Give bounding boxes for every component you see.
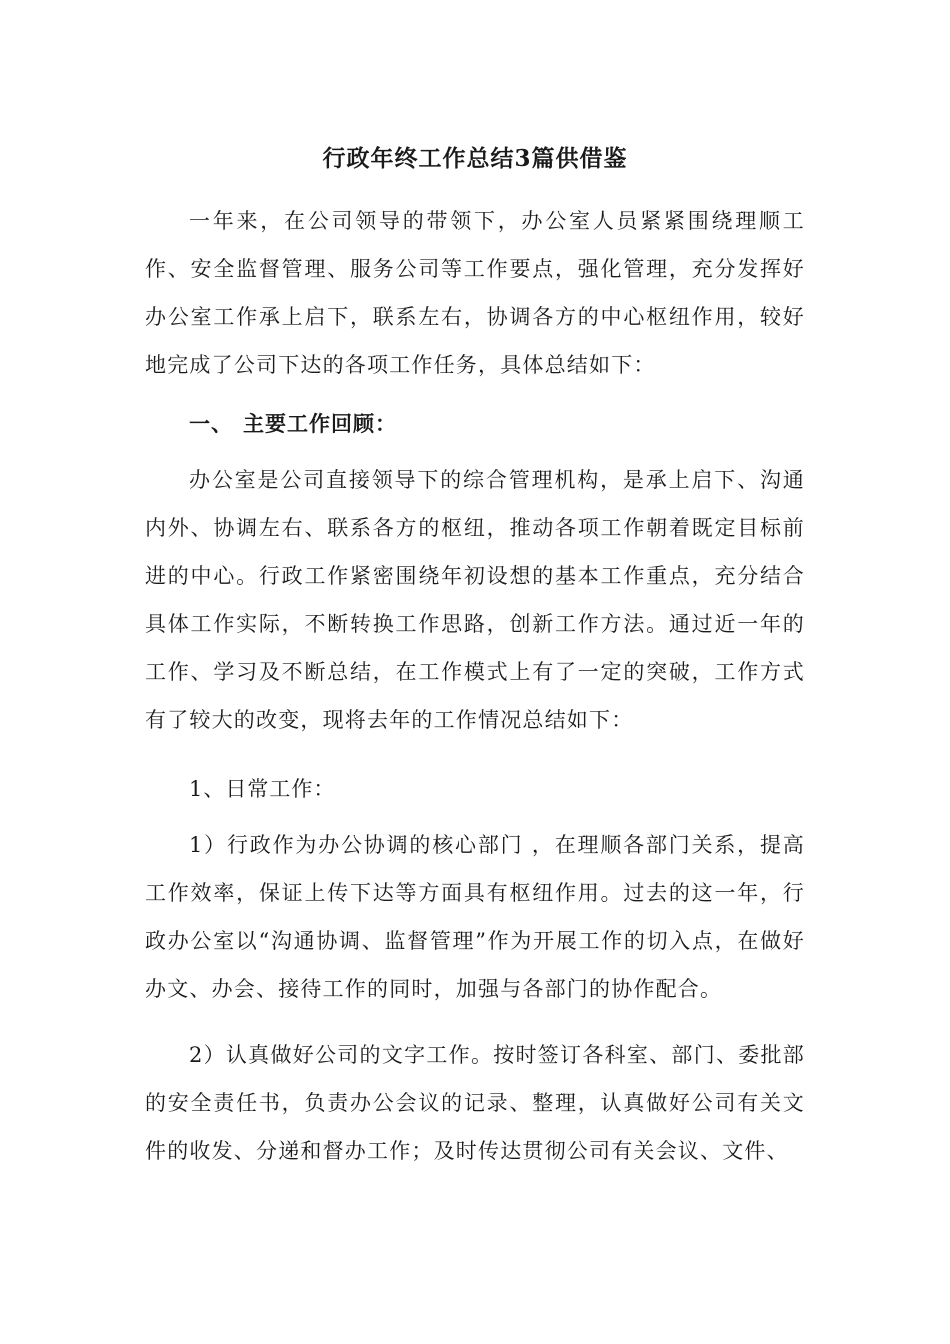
document-title: 行政年终工作总结3篇供借鉴	[322, 145, 628, 172]
subsection-heading: 1、日常工作：	[189, 777, 336, 801]
list-item-paragraph-1: 1）行政作为办公协调的核心部门 ，在理顺各部门关系，提高工作效率，保证上传下达等方面具有枢纽作用。过去的这一年，行政办公室以“沟通协调、监督管理”作为开展工作的切入点，在做好办文、办会、接待工作的同时，加强与各部门的协作配合。	[145, 833, 805, 1001]
intro-paragraph: 一年来，在公司领导的带领下，办公室人员紧紧围绕理顺工作、安全监督管理、服务公司等工作要点，强化管理，充分发挥好办公室工作承上启下，联系左右，协调各方的中心枢纽作用，较好地完成了公司下达的各项工作任务，具体总结如下：	[145, 209, 805, 377]
section-heading	[189, 400, 397, 448]
section-number: 一、	[189, 411, 233, 436]
list-item-paragraph-2: 2）认真做好公司的文字工作。按时签订各科室、部门、委批部的安全责任书，负责办公会议的记录、整理，认真做好公司有关文件的收发、分递和督办工作；及时传达贯彻公司有关会议、文件、	[145, 1043, 805, 1163]
section-paragraph: 办公室是公司直接领导下的综合管理机构，是承上启下、沟通内外、协调左右、联系各方的枢纽，推动各项工作朝着既定目标前进的中心。行政工作紧密围绕年初设想的基本工作重点，充分结合具体工作实际，不断转换工作思路，创新工作方法。通过近一年的工作、学习及不断总结，在工作模式上有了一定的突破，工作方式有了较大的改变，现将去年的工作情况总结如下：	[145, 468, 805, 732]
section-heading-text: 主要工作回顾：	[243, 411, 397, 436]
